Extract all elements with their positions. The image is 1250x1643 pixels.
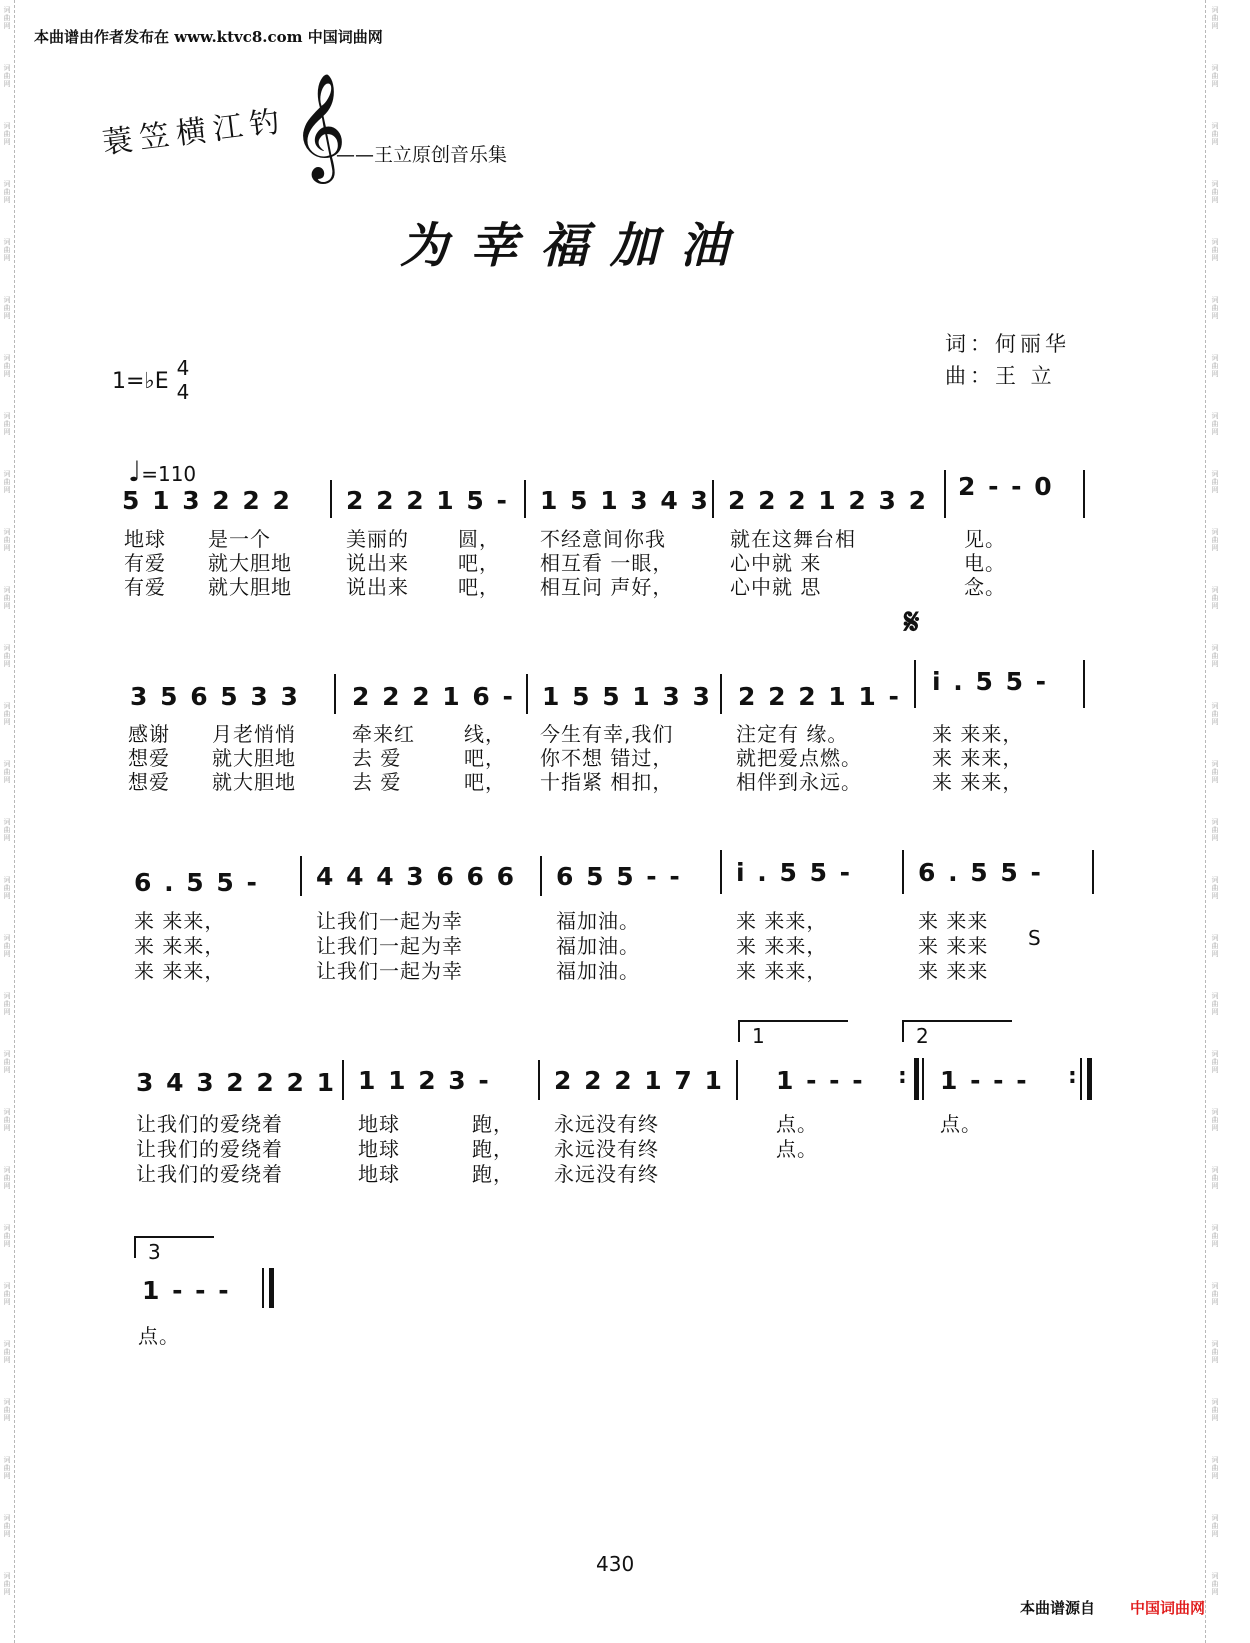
- lyric: 地球: [358, 1137, 400, 1161]
- lyric: 电。: [964, 551, 1006, 575]
- margin-watermark: 词曲网: [1211, 760, 1219, 784]
- measure: 2 2 2 1 7 1: [554, 1066, 724, 1095]
- lyric: 心中就 来: [730, 551, 822, 575]
- margin-watermark: 词曲网: [1211, 702, 1219, 726]
- lyric: 相伴到永远。: [736, 770, 862, 794]
- lyric: 是一个: [208, 527, 271, 551]
- barline: [540, 856, 542, 896]
- key-signature: 1=♭E: [112, 369, 169, 394]
- repeat-barline: [922, 1058, 924, 1100]
- composer-credit: 曲：王 立: [945, 364, 1056, 388]
- measure: 1 - - -: [142, 1276, 231, 1305]
- margin-watermark: 词曲网: [1211, 6, 1219, 30]
- lyric: 福加油。: [556, 909, 640, 933]
- barline: [330, 480, 332, 518]
- barline: [300, 856, 302, 896]
- lyric: 就大胆地: [208, 551, 292, 575]
- barline: [538, 1060, 540, 1100]
- lyric: 吧，: [458, 575, 500, 599]
- barline: [334, 674, 336, 714]
- volta-3: 3: [134, 1236, 214, 1258]
- measure: 1 5 1 3 4 3: [540, 486, 710, 515]
- lyric: 来 来来，: [736, 909, 828, 933]
- lyric: 见。: [964, 527, 1006, 551]
- measure: 4 4 4 3 6 6 6: [316, 862, 516, 891]
- margin-watermark: 词曲网: [3, 122, 11, 146]
- margin-watermark: 词曲网: [3, 1224, 11, 1248]
- lyric: 来 来来: [918, 909, 989, 933]
- lyric: 永远没有终: [554, 1112, 659, 1136]
- lyric: 说出来: [346, 575, 409, 599]
- final-barline: [262, 1268, 264, 1308]
- margin-watermark: 词曲网: [3, 702, 11, 726]
- lyric: 点。: [940, 1112, 982, 1136]
- margin-watermark: 词曲网: [1211, 1572, 1219, 1596]
- song-title: 为幸福加油: [400, 218, 751, 274]
- barline: [944, 470, 946, 518]
- lyric: 有爱: [124, 551, 166, 575]
- margin-watermark: 词曲网: [1211, 412, 1219, 436]
- lyric: 地球: [358, 1162, 400, 1186]
- lyric: 来 来来，: [736, 934, 828, 958]
- margin-watermark: 词曲网: [1211, 528, 1219, 552]
- lyric: 吧，: [464, 746, 506, 770]
- margin-watermark: 词曲网: [3, 1456, 11, 1480]
- margin-watermark: 词曲网: [3, 1572, 11, 1596]
- margin-watermark: 词曲网: [3, 876, 11, 900]
- lyric: 让我们一起为幸: [316, 959, 463, 983]
- lyric: 说出来: [346, 551, 409, 575]
- margin-watermark: 词曲网: [3, 412, 11, 436]
- lyric: 圆，: [458, 527, 500, 551]
- volta-2: 2: [902, 1020, 1012, 1042]
- margin-watermark: 词曲网: [1211, 992, 1219, 1016]
- lyric: 线，: [464, 722, 506, 746]
- header-note: 本曲谱由作者发布在 www.ktvc8.com 中国词曲网: [34, 28, 383, 46]
- lyric: 想爱: [128, 746, 170, 770]
- barline: [1083, 470, 1085, 518]
- repeat-dots: :: [1068, 1064, 1079, 1089]
- left-margin-strip: [0, 0, 15, 1643]
- lyric: 让我们一起为幸: [316, 909, 463, 933]
- lyric: 永远没有终: [554, 1137, 659, 1161]
- dal-segno-mark: S: [1028, 926, 1042, 950]
- lyric: 跑，: [472, 1162, 514, 1186]
- lyric: 就大胆地: [212, 770, 296, 794]
- margin-watermark: 词曲网: [3, 1514, 11, 1538]
- lyric: 来 来来，: [932, 722, 1024, 746]
- lyric: 注定有 缘。: [736, 722, 849, 746]
- lyric: 不经意间你我: [540, 527, 666, 551]
- lyric: 来 来来，: [932, 770, 1024, 794]
- lyric: 去 爱: [352, 770, 402, 794]
- margin-watermark: 词曲网: [1211, 1050, 1219, 1074]
- lyric: 想爱: [128, 770, 170, 794]
- barline: [720, 850, 722, 894]
- margin-watermark: 词曲网: [3, 644, 11, 668]
- lyric: 去 爱: [352, 746, 402, 770]
- lyric: 来 来来，: [134, 934, 226, 958]
- measure: 3 5 6 5 3 3: [130, 682, 300, 711]
- right-margin-strip: [1205, 0, 1220, 1643]
- margin-watermark: 词曲网: [1211, 1224, 1219, 1248]
- lyric: 就在这舞台相: [730, 527, 856, 551]
- measure: 1 - - -: [776, 1066, 865, 1095]
- barline: [1083, 660, 1085, 708]
- measure: 5 1 3 2 2 2: [122, 486, 292, 515]
- lyric: 有爱: [124, 575, 166, 599]
- tempo-marking: [128, 455, 196, 488]
- margin-watermark: 词曲网: [3, 64, 11, 88]
- measure: 6 5 5 - -: [556, 862, 682, 891]
- measure: 2 2 2 1 1 -: [738, 682, 901, 711]
- measure: 1 5 5 1 3 3: [542, 682, 712, 711]
- margin-watermark: 词曲网: [3, 354, 11, 378]
- collection-subtitle: ——王立原创音乐集: [336, 144, 508, 166]
- barline: [1092, 850, 1094, 894]
- repeat-barline: [914, 1058, 919, 1100]
- lyric: 福加油。: [556, 959, 640, 983]
- barline: [342, 1060, 344, 1100]
- repeat-barline: [1087, 1058, 1092, 1100]
- lyric: 永远没有终: [554, 1162, 659, 1186]
- margin-watermark: 词曲网: [3, 760, 11, 784]
- lyric: 地球: [124, 527, 166, 551]
- lyric: 跑，: [472, 1112, 514, 1136]
- margin-watermark: 词曲网: [3, 6, 11, 30]
- page-number: 430: [596, 1552, 635, 1576]
- lyric: 让我们的爱绕着: [136, 1137, 283, 1161]
- barline: [712, 480, 714, 518]
- lyric: 点。: [776, 1137, 818, 1161]
- footer-site-link[interactable]: 中国词曲网: [1130, 1599, 1206, 1617]
- measure: i . 5 5 -: [932, 667, 1049, 696]
- lyric: 让我们的爱绕着: [136, 1112, 283, 1136]
- margin-watermark: 词曲网: [1211, 1340, 1219, 1364]
- margin-watermark: 词曲网: [1211, 934, 1219, 958]
- barline: [524, 480, 526, 518]
- repeat-barline: [1080, 1058, 1082, 1100]
- margin-watermark: 词曲网: [1211, 122, 1219, 146]
- lyric: 吧，: [464, 770, 506, 794]
- lyric: 吧，: [458, 551, 500, 575]
- measure: 1 1 2 3 -: [358, 1066, 491, 1095]
- margin-watermark: 词曲网: [1211, 644, 1219, 668]
- measure: 3 4 3 2 2 2 1: [136, 1068, 336, 1097]
- lyric: 点。: [776, 1112, 818, 1136]
- margin-watermark: 词曲网: [3, 1166, 11, 1190]
- margin-watermark: 词曲网: [1211, 1166, 1219, 1190]
- measure: 1 - - -: [940, 1066, 1029, 1095]
- margin-watermark: 词曲网: [3, 934, 11, 958]
- lyric: 你不想 错过，: [540, 746, 674, 770]
- lyric: 就大胆地: [208, 575, 292, 599]
- lyric: 心中就 思: [730, 575, 822, 599]
- lyric: 牵来红: [352, 722, 415, 746]
- segno-icon: 𝄋: [904, 602, 920, 643]
- lyric: 让我们一起为幸: [316, 934, 463, 958]
- lyric: 念。: [964, 575, 1006, 599]
- margin-watermark: 词曲网: [1211, 586, 1219, 610]
- measure: 6 . 5 5 -: [918, 858, 1043, 887]
- margin-watermark: 词曲网: [1211, 876, 1219, 900]
- lyric: 美丽的: [346, 527, 409, 551]
- lyric: 跑，: [472, 1137, 514, 1161]
- treble-clef-icon: 𝄞: [292, 72, 347, 179]
- lyric: 来 来来: [918, 934, 989, 958]
- margin-watermark: 词曲网: [1211, 1398, 1219, 1422]
- barline: [902, 850, 904, 894]
- barline: [914, 660, 916, 708]
- margin-watermark: 词曲网: [1211, 470, 1219, 494]
- margin-watermark: 词曲网: [3, 238, 11, 262]
- margin-watermark: 词曲网: [1211, 64, 1219, 88]
- volta-1: 1: [738, 1020, 848, 1042]
- lyric: 点。: [138, 1324, 180, 1348]
- quarter-note-icon: ♩: [128, 455, 142, 488]
- margin-watermark: 词曲网: [1211, 1456, 1219, 1480]
- margin-watermark: 词曲网: [3, 470, 11, 494]
- final-barline: [269, 1268, 274, 1308]
- margin-watermark: 词曲网: [1211, 296, 1219, 320]
- lyric: 十指紧 相扣，: [540, 770, 674, 794]
- margin-watermark: 词曲网: [3, 528, 11, 552]
- margin-watermark: 词曲网: [1211, 818, 1219, 842]
- margin-watermark: 词曲网: [1211, 1108, 1219, 1132]
- time-numerator: 4: [176, 356, 190, 380]
- margin-watermark: 词曲网: [3, 818, 11, 842]
- tempo-value: =110: [141, 462, 197, 486]
- lyric: 月老悄悄: [212, 722, 296, 746]
- time-denominator: 4: [176, 380, 190, 404]
- lyric: 来 来来: [918, 959, 989, 983]
- measure: 6 . 5 5 -: [134, 868, 259, 897]
- barline: [526, 674, 528, 714]
- time-signature: [175, 356, 191, 404]
- lyric: 相互看 一眼，: [540, 551, 674, 575]
- margin-watermark: 词曲网: [1211, 1282, 1219, 1306]
- lyric: 来 来来，: [134, 909, 226, 933]
- lyric: 让我们的爱绕着: [136, 1162, 283, 1186]
- margin-watermark: 词曲网: [3, 180, 11, 204]
- lyric: 来 来来，: [932, 746, 1024, 770]
- measure: i . 5 5 -: [736, 858, 853, 887]
- measure: 2 2 2 1 6 -: [352, 682, 515, 711]
- lyric: 福加油。: [556, 934, 640, 958]
- margin-watermark: 词曲网: [1211, 180, 1219, 204]
- margin-watermark: 词曲网: [3, 1340, 11, 1364]
- measure: 2 2 2 1 2 3 2: [728, 486, 928, 515]
- margin-watermark: 词曲网: [3, 296, 11, 320]
- margin-watermark: 词曲网: [3, 992, 11, 1016]
- lyric: 就把爱点燃。: [736, 746, 862, 770]
- lyric: 就大胆地: [212, 746, 296, 770]
- footer-source-label: 本曲谱源自: [1020, 1599, 1096, 1617]
- lyric: 地球: [358, 1112, 400, 1136]
- lyric: 感谢: [128, 722, 170, 746]
- margin-watermark: 词曲网: [1211, 354, 1219, 378]
- margin-watermark: 词曲网: [3, 1398, 11, 1422]
- measure: 2 - - 0: [958, 472, 1054, 501]
- lyric: 来 来来，: [736, 959, 828, 983]
- lyric: 相互问 声好，: [540, 575, 674, 599]
- margin-watermark: 词曲网: [3, 1282, 11, 1306]
- margin-watermark: 词曲网: [1211, 238, 1219, 262]
- measure: 2 2 2 1 5 -: [346, 486, 509, 515]
- margin-watermark: 词曲网: [3, 586, 11, 610]
- repeat-dots: :: [898, 1064, 909, 1089]
- lyricist-credit: 词：何丽华: [945, 332, 1070, 356]
- lyric: 今生有幸,我们: [540, 722, 674, 746]
- lyric: 来 来来，: [134, 959, 226, 983]
- collection-title: 蓑笠横江钓: [100, 103, 289, 162]
- margin-watermark: 词曲网: [3, 1108, 11, 1132]
- barline: [736, 1060, 738, 1100]
- barline: [720, 674, 722, 714]
- margin-watermark: 词曲网: [1211, 1514, 1219, 1538]
- margin-watermark: 词曲网: [3, 1050, 11, 1074]
